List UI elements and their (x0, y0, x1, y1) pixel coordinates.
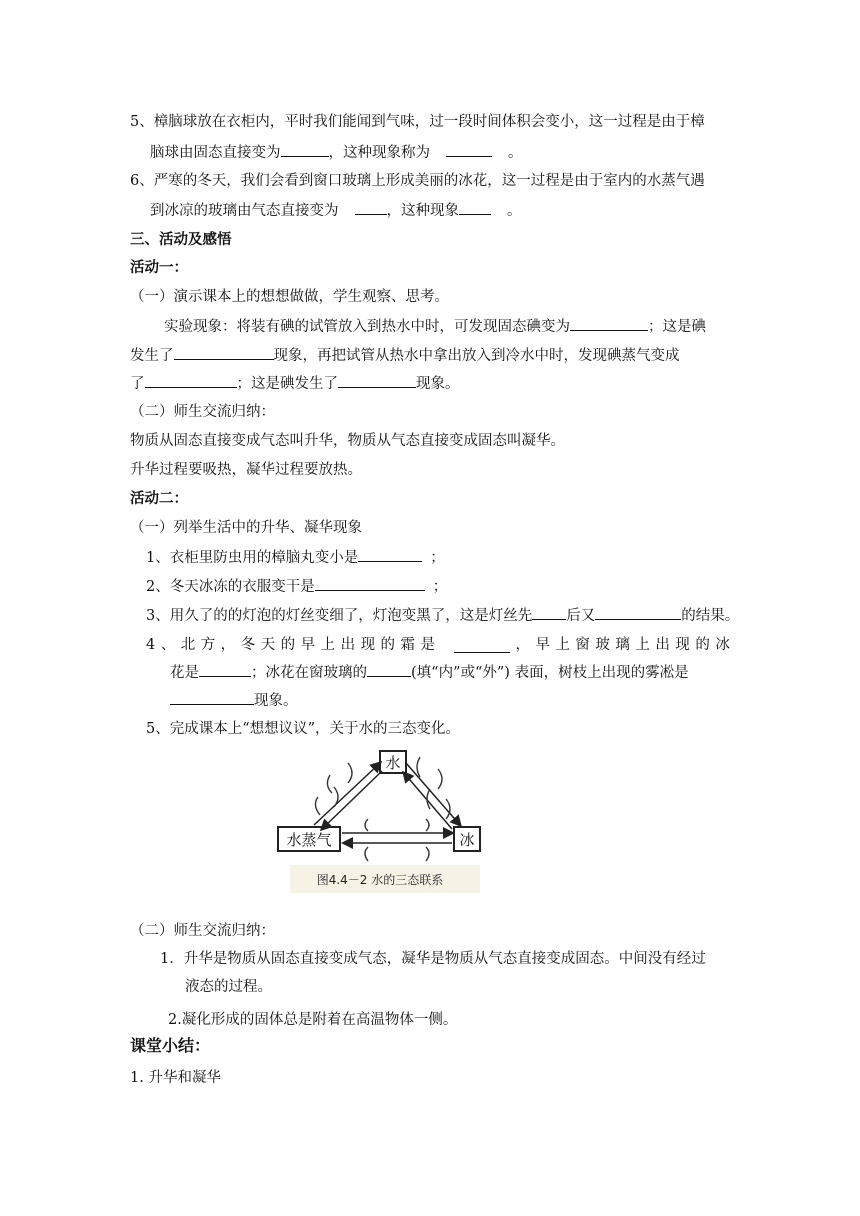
experiment-text1: 实验现象：将装有碘的试管放入到热水中时，可发现固态碘变为 (164, 319, 570, 335)
activity1-part2: （二）师生交流归纳： (130, 404, 275, 420)
item1-text: 1、衣柜里防虫用的樟脑丸变小是 (146, 550, 359, 566)
q6-line1: 6、严寒的冬天，我们会看到窗口玻璃上形成美丽的冰花，这一过程是由于室内的水蒸气遇 (130, 173, 705, 189)
activity1-heading: 活动一： (130, 260, 188, 276)
experiment-blank2[interactable] (174, 345, 274, 360)
class-summary-item: 1. 升华和凝华 (130, 1070, 221, 1086)
item4-word: 4 (146, 637, 156, 653)
item4-word: ， (515, 637, 530, 653)
item4-line1 (146, 635, 730, 655)
item3 (146, 605, 739, 626)
experiment-text3: 发生了 (130, 348, 174, 364)
summary-point2: 2.凝化形成的固体总是附着在高温物体一侧。 (168, 1012, 458, 1028)
item3-text2: 后又 (566, 608, 596, 624)
ice-label: 冰 (459, 831, 475, 849)
item2-end: ； (432, 579, 448, 595)
item4-word: 霜 (400, 637, 416, 653)
experiment-line2 (130, 345, 680, 366)
experiment-text2: ；这是碘 (648, 319, 706, 335)
item4-blank4[interactable] (170, 690, 254, 705)
item4-word: 早 (535, 637, 550, 653)
item2 (146, 576, 447, 597)
arrow-water-to-ice (406, 763, 460, 825)
definition-sentence: 物质从固态直接变成气态叫升华，物质从气态直接变成固态叫凝华。 (130, 433, 565, 449)
q5-text1: 脑球由固态直接变为 (150, 145, 281, 161)
section-heading: 三、活动及感悟 (130, 232, 232, 248)
item4-blank1[interactable] (454, 638, 510, 653)
item3-text1: 3、用久了的的灯泡的灯丝变细了，灯泡变黑了，这是灯丝先 (146, 608, 533, 624)
item4-word: 、 (160, 637, 176, 653)
experiment-blank3[interactable] (145, 373, 237, 388)
water-states-figure (270, 745, 482, 895)
item4-word: 上 (555, 637, 570, 653)
item4-word: 璃 (615, 637, 630, 653)
q6-text2: ，这种现象 (386, 203, 459, 219)
summary-part2: （二）师生交流归纳： (130, 923, 275, 939)
experiment-text6: ；这是碘发生了 (236, 376, 338, 392)
activity2-heading: 活动二： (130, 491, 188, 507)
item2-text: 2、冬天冰冻的衣服变干是 (146, 579, 315, 595)
item4-word: 上 (320, 637, 336, 653)
experiment-text4: 现象，再把试管从热水中拿出放入到冷水中时，发现碘蒸气变成 (273, 348, 680, 364)
item4-word: 上 (635, 637, 650, 653)
item4-word: ， (220, 637, 236, 653)
experiment-line1 (164, 316, 706, 337)
experiment-text7: 现象。 (416, 376, 460, 392)
experiment-blank1[interactable] (570, 316, 648, 331)
item3-blank2[interactable] (595, 605, 681, 620)
experiment-line3 (130, 373, 460, 394)
q5-blank1[interactable] (281, 142, 329, 157)
item4-blank3[interactable] (367, 662, 411, 677)
item4-word: 早 (300, 637, 316, 653)
heat-sentence: 升华过程要吸热，凝华过程要放热。 (130, 462, 362, 478)
item4-word: 冬 (240, 637, 256, 653)
q5-line1: 5、樟脑球放在衣柜内，平时我们能闻到气味，过一段时间体积会变小，这一过程是由于樟 (130, 114, 705, 130)
item1 (146, 547, 445, 568)
summary-point1-cont: 液态的过程。 (185, 979, 272, 995)
item3-text3: 的结果。 (681, 608, 740, 624)
vapor-label: 水蒸气 (286, 831, 332, 849)
q6-blank1[interactable] (355, 200, 387, 215)
q6-text1: 到冰凉的玻璃由气态直接变为 (150, 203, 339, 219)
item4-text1: 花是 (170, 665, 199, 681)
item5: 5、完成课本上“想想议议”，关于水的三态变化。 (146, 721, 461, 737)
item2-blank[interactable] (315, 576, 425, 591)
q5-blank2[interactable] (446, 142, 492, 157)
item4-blank2[interactable] (199, 662, 251, 677)
q6-text3: 。 (507, 203, 522, 219)
item4-word: 方 (200, 637, 216, 653)
item4-word: 的 (280, 637, 296, 653)
item4-word: 北 (180, 637, 196, 653)
experiment-text5: 了 (130, 376, 145, 392)
activity2-part1: （一）列举生活中的升华、凝华现象 (130, 520, 362, 536)
item4-line2 (170, 662, 689, 683)
item4-text3: (填“内”或“外”) 表面，树枝上出现的雾凇是 (411, 665, 689, 681)
item4-text2: ；冰花在窗玻璃的 (251, 665, 367, 681)
q5-text2: ，这种现象称为 (328, 145, 430, 161)
figure-caption: 图4.4－2 水的三态联系 (316, 873, 444, 887)
item4-word: 现 (360, 637, 376, 653)
arrow-water-to-vapor (322, 771, 382, 829)
item1-blank[interactable] (358, 547, 422, 562)
item4-word: 出 (655, 637, 670, 653)
q6-line2 (150, 200, 522, 221)
water-label: 水 (385, 754, 401, 772)
q5-line2 (150, 142, 523, 163)
item4-word: 的 (695, 637, 710, 653)
item4-word: 天 (260, 637, 276, 653)
q5-text3: 。 (508, 145, 523, 161)
item4-word: 现 (675, 637, 690, 653)
arrow-vapor-to-water (314, 763, 380, 825)
activity1-part1: （一）演示课本上的想想做做，学生观察、思考。 (130, 289, 449, 305)
item4-word: 是 (420, 637, 436, 653)
item3-blank1[interactable] (532, 605, 566, 620)
class-summary-heading: 课堂小结： (130, 1036, 211, 1055)
item4-text4: 现象。 (254, 693, 298, 709)
summary-point1: 1．升华是物质从固态直接变成气态，凝华是物质从气态直接变成固态。中间没有经过 (160, 951, 706, 967)
item4-word: 冰 (715, 637, 730, 653)
item4-word: 窗 (575, 637, 590, 653)
item4-line3 (170, 690, 298, 711)
item4-word: 出 (340, 637, 356, 653)
item4-word: 的 (380, 637, 396, 653)
item4-word: 玻 (595, 637, 610, 653)
q6-blank2[interactable] (459, 200, 491, 215)
experiment-blank4[interactable] (338, 373, 416, 388)
item1-end: ； (430, 550, 445, 566)
